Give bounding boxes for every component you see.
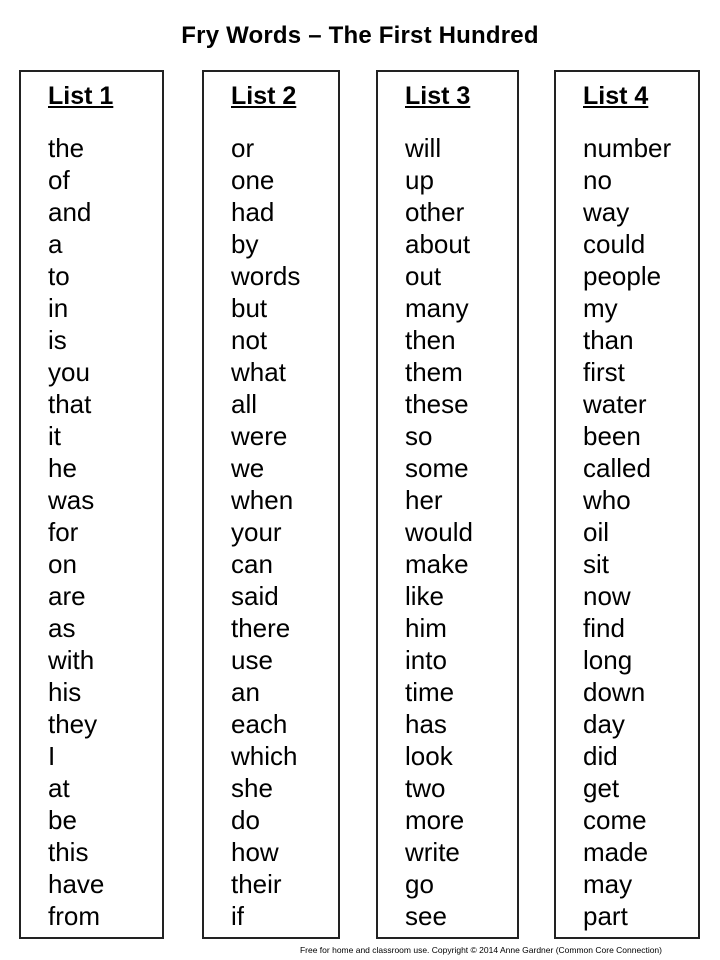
word-item: can [231, 549, 273, 579]
word-item: into [405, 645, 447, 675]
word-list-items [405, 132, 473, 932]
word-item: how [231, 837, 279, 867]
word-item: could [583, 229, 646, 259]
word-item: write [405, 837, 460, 867]
word-item: long [583, 645, 633, 675]
word-item: it [48, 421, 61, 451]
word-item: look [405, 741, 453, 771]
word-item: then [405, 325, 456, 355]
word-item: has [405, 709, 447, 739]
word-item: with [48, 645, 95, 675]
word-item: you [48, 357, 90, 387]
word-list-1 [19, 70, 164, 939]
word-item: called [583, 453, 651, 483]
list-heading: List 2 [231, 82, 297, 110]
word-item: water [583, 389, 647, 419]
word-item: down [583, 677, 646, 707]
word-item: your [231, 517, 282, 547]
word-item: these [405, 389, 469, 419]
list-heading: List 1 [48, 82, 114, 110]
word-item: there [231, 613, 291, 643]
word-item: from [48, 901, 100, 931]
word-item: words [231, 261, 301, 291]
word-item: them [405, 357, 463, 387]
word-item: part [583, 901, 628, 931]
word-item: his [48, 677, 82, 707]
page-title: Fry Words – The First Hundred [181, 22, 539, 49]
word-item: who [583, 485, 631, 515]
word-item: said [231, 581, 279, 611]
word-item: go [405, 869, 434, 899]
word-item: many [405, 293, 469, 323]
word-item: now [583, 581, 631, 611]
word-item: by [231, 229, 259, 259]
word-item: a [48, 229, 63, 259]
word-list-2 [202, 70, 340, 939]
word-item: their [231, 869, 282, 899]
word-item: if [231, 901, 244, 931]
word-item: when [231, 485, 294, 515]
word-item: more [405, 805, 465, 835]
word-list-items [231, 132, 300, 932]
word-item: other [405, 197, 465, 227]
word-item: not [231, 325, 268, 355]
word-item: to [48, 261, 70, 291]
word-item: an [231, 677, 260, 707]
word-item: people [583, 261, 662, 291]
word-item: up [405, 165, 434, 195]
word-item: than [583, 325, 634, 355]
word-item: see [405, 901, 447, 931]
word-item: number [583, 133, 672, 163]
list-heading: List 3 [405, 82, 471, 110]
word-item: is [48, 325, 67, 355]
list-heading: List 4 [583, 82, 649, 110]
word-item: so [405, 421, 433, 451]
word-item: one [231, 165, 275, 195]
word-item: make [405, 549, 469, 579]
word-item: made [583, 837, 649, 867]
word-item: would [405, 517, 473, 547]
word-item: day [583, 709, 625, 739]
word-item: sit [583, 549, 609, 579]
word-item: she [231, 773, 273, 803]
word-item: in [48, 293, 69, 323]
word-item: like [405, 581, 445, 611]
word-item: do [231, 805, 260, 835]
word-item: had [231, 197, 275, 227]
word-item: what [231, 357, 286, 387]
word-item: that [48, 389, 92, 419]
word-item: or [231, 133, 255, 163]
word-item: oil [583, 517, 610, 547]
word-item: two [405, 773, 446, 803]
word-item: been [583, 421, 641, 451]
word-item: did [583, 741, 618, 771]
word-item: first [583, 357, 625, 387]
word-list-4 [554, 70, 700, 939]
word-item: which [231, 741, 298, 771]
word-item: at [48, 773, 70, 803]
word-item: he [48, 453, 77, 483]
word-item: about [405, 229, 471, 259]
word-item: time [405, 677, 455, 707]
copyright-footer: Free for home and classroom use. Copyright © 2014 Anne Gardner (Common Core Connection) [299, 945, 662, 955]
word-item: was [48, 485, 95, 515]
word-item: use [231, 645, 273, 675]
word-item: all [231, 389, 258, 419]
word-item: have [48, 869, 105, 899]
word-item: will [405, 133, 442, 163]
word-item: they [48, 709, 98, 739]
word-item: for [48, 517, 79, 547]
word-item: may [583, 869, 633, 899]
word-item: out [405, 261, 442, 291]
word-item: be [48, 805, 77, 835]
word-item: of [48, 165, 70, 195]
word-list-items [583, 132, 671, 932]
word-item: the [48, 133, 85, 163]
word-item: and [48, 197, 92, 227]
word-item: get [583, 773, 620, 803]
word-item: no [583, 165, 612, 195]
word-item: but [231, 293, 268, 323]
word-list-3 [376, 70, 519, 939]
word-list-items [48, 132, 104, 932]
word-item: as [48, 613, 76, 643]
word-item: are [48, 581, 86, 611]
word-item: were [231, 421, 288, 451]
word-item: her [405, 485, 443, 515]
word-item: we [231, 453, 265, 483]
word-item: each [231, 709, 288, 739]
word-item: on [48, 549, 77, 579]
word-item: I [48, 741, 56, 771]
word-item: find [583, 613, 625, 643]
word-item: this [48, 837, 89, 867]
word-item: my [583, 293, 618, 323]
word-item: come [583, 805, 647, 835]
word-item: some [405, 453, 469, 483]
word-item: way [583, 197, 630, 227]
word-item: him [405, 613, 447, 643]
